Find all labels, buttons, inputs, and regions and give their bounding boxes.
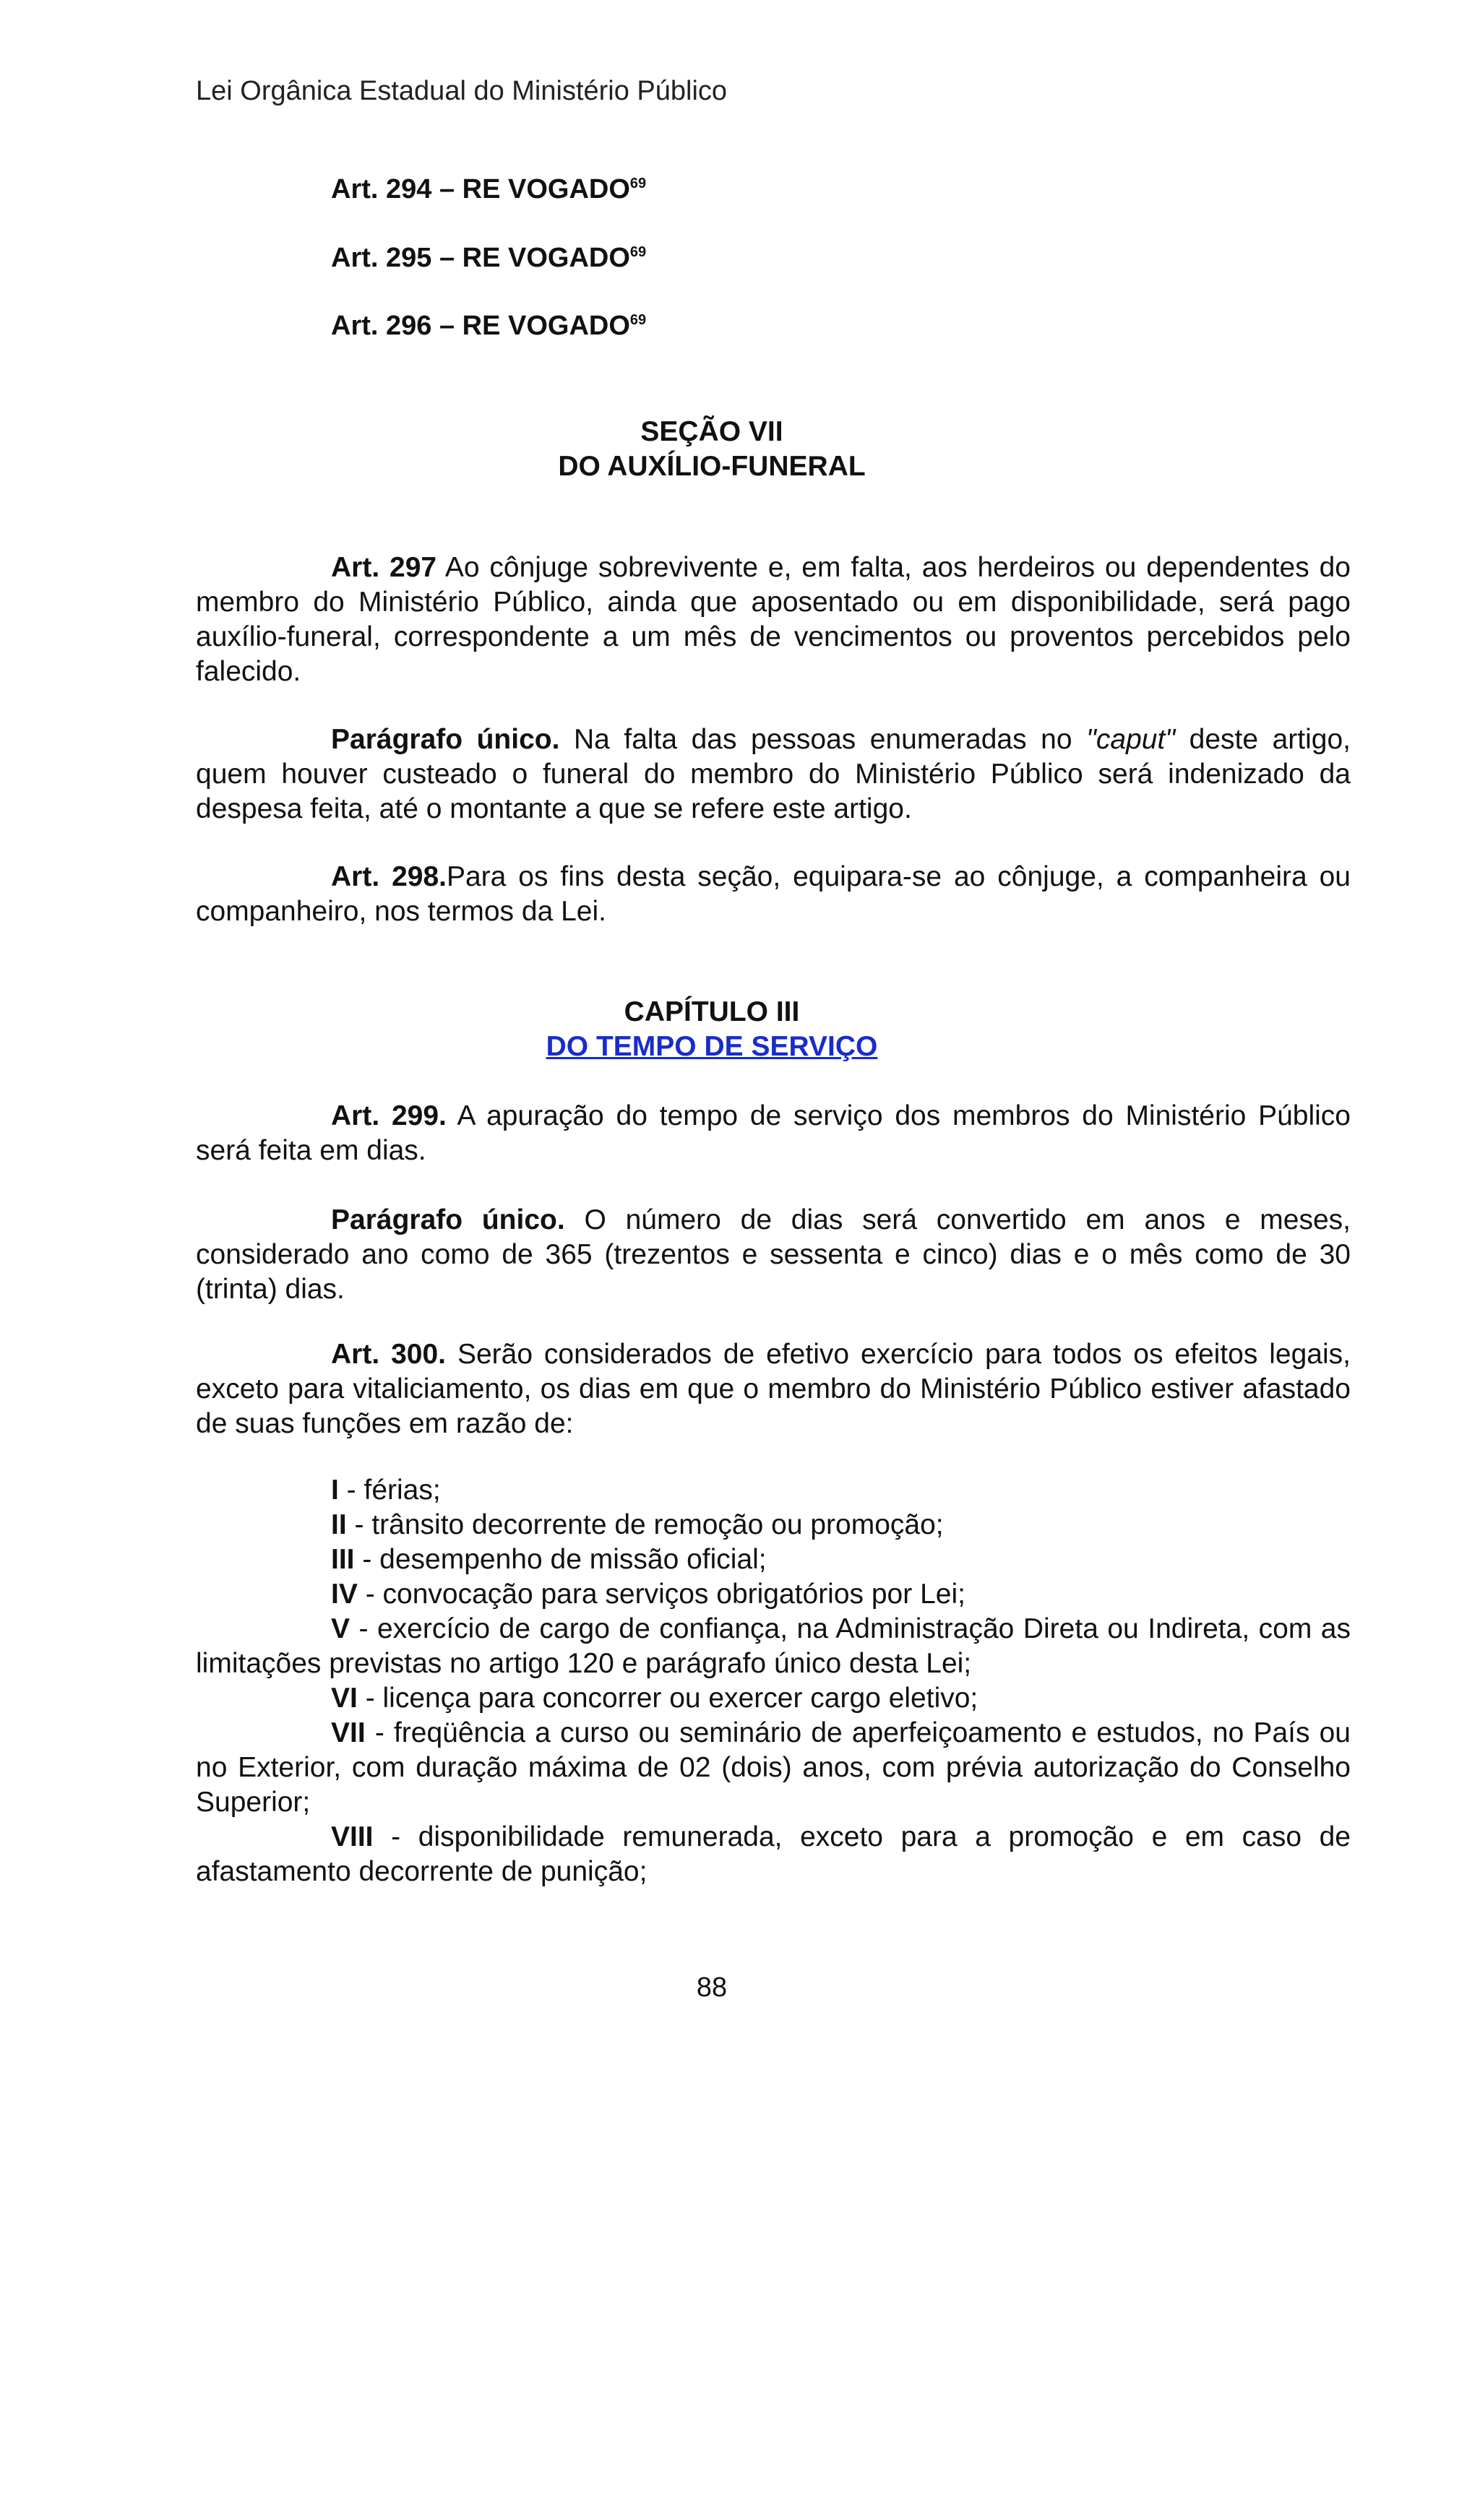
chapter-subtitle-link[interactable]: DO TEMPO DE SERVIÇO [546, 1031, 878, 1062]
item-text: - exercício de cargo de confiança, na Administração Direta ou Indireta, com as limitações previstas no artigo 120 e parágrafo único desta Lei; [196, 1613, 1351, 1679]
list-item [196, 1473, 1351, 1508]
article-299 [196, 1099, 1351, 1168]
item-text: - férias; [338, 1475, 441, 1506]
article-297-paragraph [196, 722, 1351, 827]
list-item [196, 1716, 1351, 1820]
item-number: V [331, 1613, 350, 1644]
list-item [196, 1681, 1351, 1716]
article-text: A apuração do tempo de serviço dos membros do Ministério Público será feita em dias. [196, 1100, 1351, 1166]
article-text: Serão considerados de efetivo exercício para todos os efeitos legais, exceto para vitaliciamento, os dias em que o membro do Ministério Público estiver afastado de suas funções em razão de: [196, 1339, 1351, 1439]
running-header: Lei Orgânica Estadual do Ministério Público [196, 76, 728, 106]
chapter-title: CAPÍTULO III [624, 996, 800, 1027]
article-number: Art. 297 [331, 552, 437, 583]
item-number: VII [331, 1717, 366, 1748]
article-297 [196, 551, 1351, 689]
article-number: Art. 300. [331, 1339, 446, 1370]
revoked-label: Art. 295 – RE VOGADO [331, 243, 630, 273]
footnote-ref[interactable]: 69 [629, 312, 647, 328]
item-text: - disponibilidade remunerada, exceto para a promoção e em caso de afastamento decorrente de punição; [196, 1821, 1351, 1887]
caput-term: "caput" [1086, 724, 1176, 755]
item-number: VI [331, 1683, 358, 1714]
section-subtitle: DO AUXÍLIO-FUNERAL [558, 451, 866, 482]
item-text: - trânsito decorrente de remoção ou promoção; [346, 1509, 944, 1540]
paragraph-text: O número de dias será convertido em anos e meses, considerado ano como de 365 (trezentos e sessenta e cinco) dias e o mês como de 30 (trinta) dias. [196, 1204, 1351, 1305]
list-item [196, 1820, 1351, 1889]
item-number: I [331, 1475, 339, 1506]
revoked-article-295 [331, 241, 646, 275]
paragraph-label: Parágrafo único. [331, 724, 560, 755]
paragraph-label: Parágrafo único. [331, 1204, 565, 1235]
item-number: III [331, 1544, 355, 1575]
revoked-label: Art. 294 – RE VOGADO [331, 174, 630, 204]
revoked-article-296 [331, 308, 646, 343]
list-item [196, 1508, 1351, 1542]
item-text: - convocação para serviços obrigatórios por Lei; [357, 1579, 965, 1610]
article-text: Ao cônjuge sobrevivente e, em falta, aos herdeiros ou dependentes do membro do Ministério Público, ainda que aposentado ou em disponibilidade, será pago auxílio-funeral, correspondente a um mês de vencimentos ou proventos percebidos pelo falecido. [196, 552, 1351, 687]
article-number: Art. 299. [331, 1100, 447, 1131]
list-item [196, 1577, 1351, 1612]
item-text: - desempenho de missão oficial; [354, 1544, 767, 1575]
footnote-ref[interactable]: 69 [629, 176, 647, 191]
footnote-ref[interactable]: 69 [629, 244, 647, 260]
item-text: - licença para concorrer ou exercer cargo eletivo; [357, 1683, 978, 1714]
article-300 [196, 1337, 1351, 1441]
item-number: IV [331, 1579, 358, 1610]
item-list [196, 1473, 1351, 1889]
list-item [196, 1542, 1351, 1577]
list-item [196, 1612, 1351, 1681]
revoked-article-294 [331, 172, 646, 207]
article-298 [196, 860, 1351, 929]
page-number: 88 [696, 1972, 728, 2003]
paragraph-text: Na falta das pessoas enumeradas no [573, 724, 1087, 755]
revoked-label: Art. 296 – RE VOGADO [331, 311, 630, 341]
section-title: SEÇÃO VII [640, 416, 783, 447]
paragraph-text-continued: deste artigo, quem houver custeado o funeral do membro do Ministério Público será indenizado da despesa feita, até o montante a que se refere este artigo. [196, 724, 1351, 824]
section-heading [0, 415, 1424, 484]
chapter-heading [0, 995, 1424, 1064]
article-number: Art. 298. [331, 861, 447, 892]
item-number: VIII [331, 1821, 374, 1852]
item-number: II [331, 1509, 347, 1540]
article-text: Para os fins desta seção, equipara-se ao cônjuge, a companheira ou companheiro, nos termos da Lei. [196, 861, 1351, 927]
item-text: - freqüência a curso ou seminário de aperfeiçoamento e estudos, no País ou no Exterior, com duração máxima de 02 (dois) anos, com prévia autorização do Conselho Superior; [196, 1717, 1351, 1818]
article-299-paragraph [196, 1203, 1351, 1307]
